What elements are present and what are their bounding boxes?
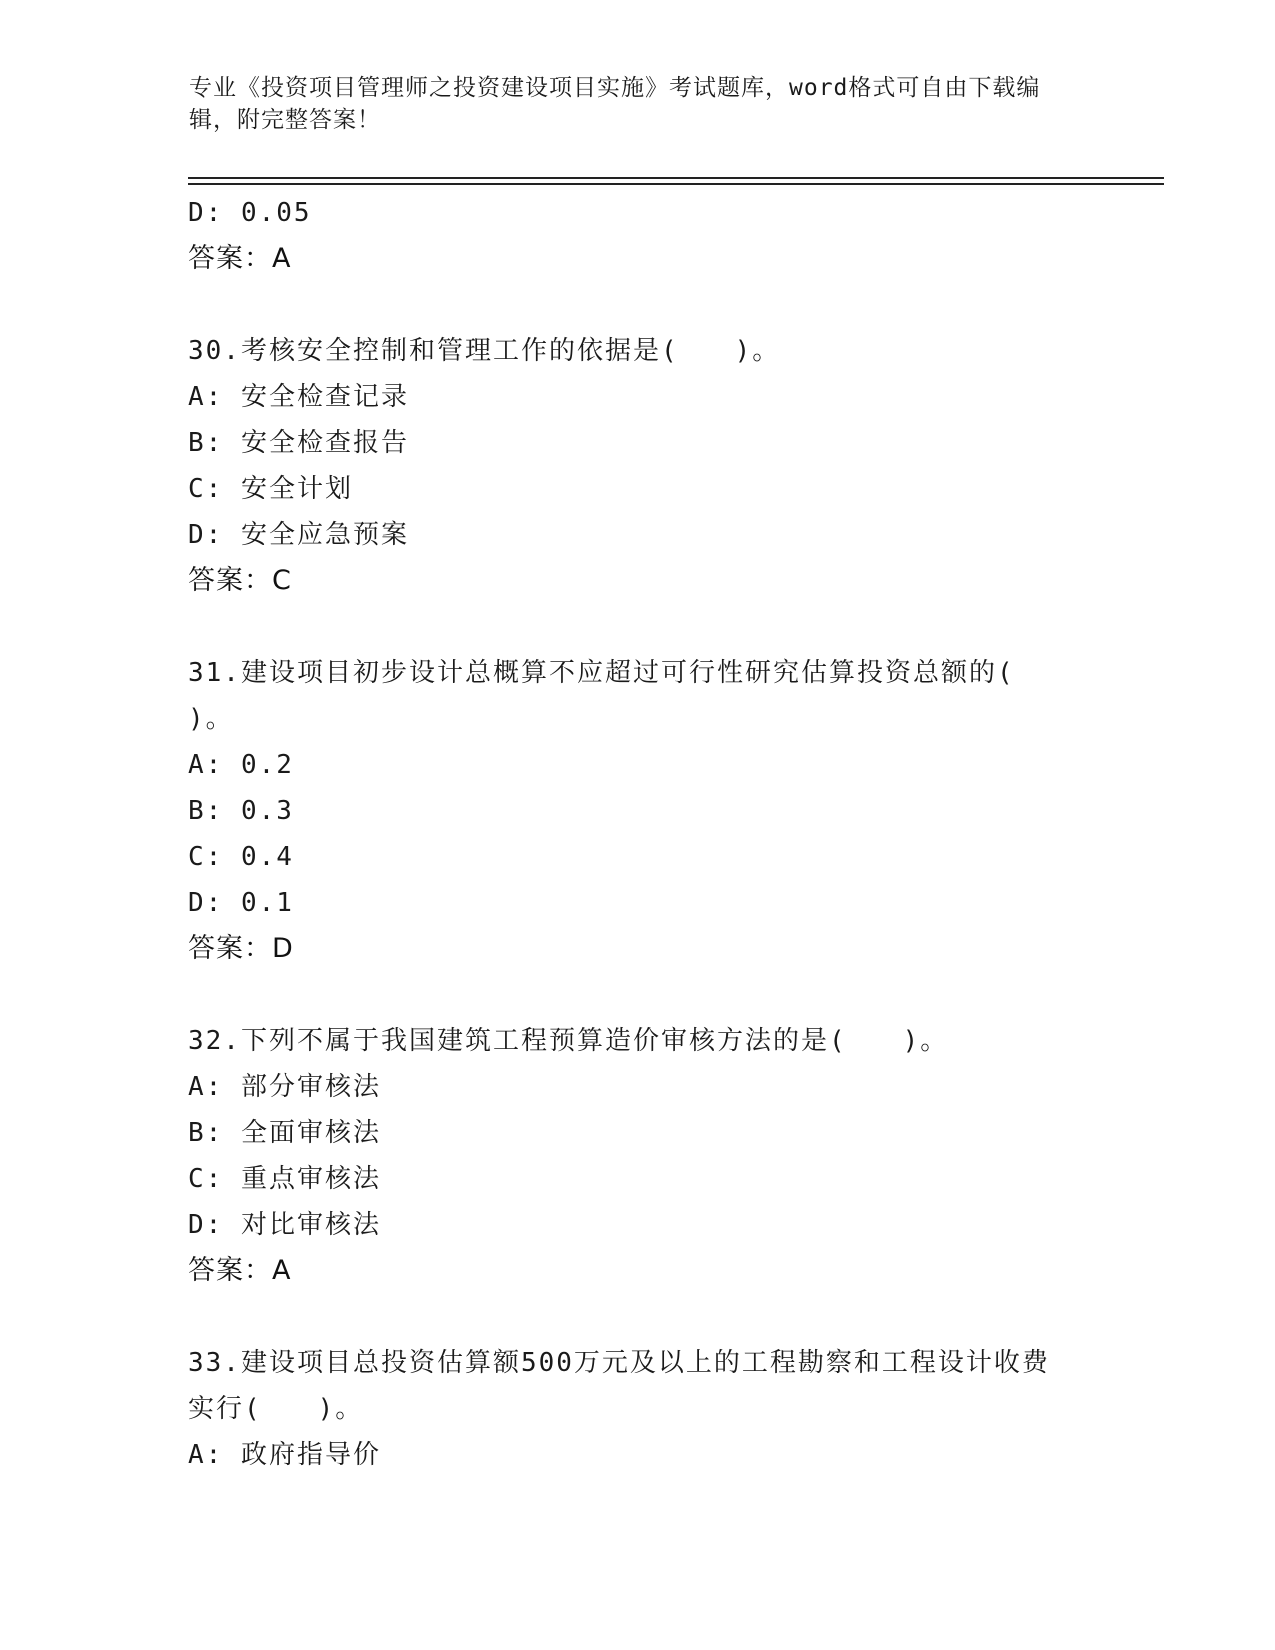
question-list <box>188 190 1088 1478</box>
option-c: C: 0.4 <box>188 842 294 872</box>
prev-option-d: D: 0.05 <box>188 198 312 228</box>
option-b: B: 0.3 <box>188 796 294 826</box>
question-stem-continued: 实行( )。 <box>188 1394 364 1424</box>
option-a: A: 0.2 <box>188 750 294 780</box>
answer: 答案：C <box>188 565 292 596</box>
question-31 <box>188 650 1088 972</box>
question-stem: 32.下列不属于我国建筑工程预算造价审核方法的是( )。 <box>188 1026 949 1056</box>
spacer <box>188 604 1088 650</box>
option-d: D: 安全应急预案 <box>188 520 409 550</box>
option-b: B: 全面审核法 <box>188 1118 381 1148</box>
answer: 答案：A <box>188 1255 292 1286</box>
question-30 <box>188 328 1088 604</box>
option-b: B: 安全检查报告 <box>188 428 409 458</box>
question-stem: 31.建设项目初步设计总概算不应超过可行性研究估算投资总额的( <box>188 658 1015 688</box>
option-c: C: 重点审核法 <box>188 1164 381 1194</box>
prev-answer: 答案：A <box>188 243 292 274</box>
question-33 <box>188 1340 1088 1478</box>
intro-line-1: 专业《投资项目管理师之投资建设项目实施》考试题库，word格式可自由下载编 <box>189 75 1041 101</box>
option-a: A: 部分审核法 <box>188 1072 381 1102</box>
spacer <box>188 282 1088 328</box>
question-32 <box>188 1018 1088 1294</box>
option-a: A: 政府指导价 <box>188 1440 381 1470</box>
option-c: C: 安全计划 <box>188 474 353 504</box>
header-divider-bottom <box>188 183 1164 185</box>
spacer <box>188 972 1088 1018</box>
question-stem: 33.建设项目总投资估算额500万元及以上的工程勘察和工程设计收费 <box>188 1348 1050 1378</box>
option-d: D: 0.1 <box>188 888 294 918</box>
option-d: D: 对比审核法 <box>188 1210 381 1240</box>
question-stem: 30.考核安全控制和管理工作的依据是( )。 <box>188 336 781 366</box>
answer: 答案：D <box>188 933 294 964</box>
question-stem-continued: )。 <box>188 704 234 734</box>
intro-line-2: 辑，附完整答案！ <box>189 107 381 133</box>
document-intro <box>189 72 1089 136</box>
spacer <box>188 1294 1088 1340</box>
option-a: A: 安全检查记录 <box>188 382 409 412</box>
header-divider-top <box>188 177 1164 179</box>
